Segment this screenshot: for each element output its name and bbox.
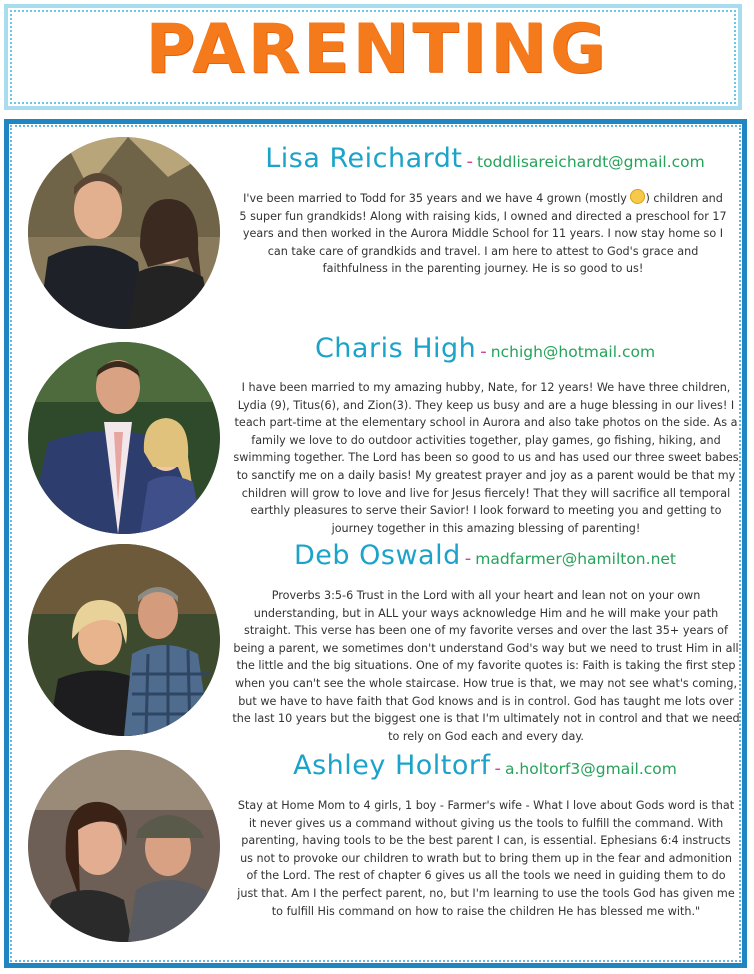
profile-heading (240, 333, 730, 364)
profile-heading (240, 540, 730, 571)
page-title: PARENTING (145, 10, 609, 89)
profile-photo-deb-oswald (28, 544, 220, 736)
profile-bio: Proverbs 3:5-6 Trust in the Lord with all your heart and lean not on your own understanding, but in ALL your ways acknowledge Him and he will make your path straight. This verse has been one of my favorite verses and over the last 35+ years of being a parent, we sometimes don't understand God's way but we need to trust Him in all the little and the big situations. One of my favorite quotes is: Faith is taking the first step when you can't see the whole staircase. How true is that, we may not see what's coming, but we have to have faith that God knows and is in control. God has taught me lots over the last 10 years but the biggest one is that I'm ultimately not in control and that we need to rely on God each and every day. (232, 589, 740, 743)
bio-text: ) children and 5 super fun grandkids! Along with raising kids, I owned and directed a preschool for 17 years and then worked in the Aurora Middle School for 11 years. I now stay home so I can take care of grandkids and travel. I am here to attest to God's grace and faithfulness in the parenting journey. He is so good to us! (239, 192, 727, 276)
profile-heading (240, 750, 730, 781)
profile-name: Deb Oswald (294, 540, 461, 571)
profile-email-link[interactable]: a.holtorf3@gmail.com (504, 760, 677, 778)
profile-photo-charis-high (28, 342, 220, 534)
profile-photo-lisa-reichardt (28, 137, 220, 329)
profile-name: Charis High (314, 333, 477, 364)
profile-bio (238, 189, 728, 278)
profile-name: Ashley Holtorf (293, 750, 491, 781)
profile-email-link[interactable]: toddlisareichardt@gmail.com (477, 153, 705, 171)
profile-name: Lisa Reichardt (265, 143, 463, 174)
profile-bio: I have been married to my amazing hubby, Nate, for 12 years! We have three children, Lydia (9), Titus(6), and Zion(3). They keep us busy and are a huge blessing in our lives! I teach part-time at the elementary school in Aurora and also take photos on the side. As a family we love to do outdoor activities together, play games, go fishing, hiking, and swimming together. The Lord has been so good to us and has used our three sweet babes to sanctify me on a daily basis! My greatest prayer and joy as a parent would be that my children will grow to love and live for Jesus fiercely! That they will sacrifice all temporal earthly pleasures to serve their Savior! I look forward to meeting you and getting to journey together in this amazing blessing of parenting! (233, 381, 739, 535)
profile-heading (240, 143, 730, 174)
profile-email-link[interactable]: madfarmer@hamilton.net (475, 550, 676, 568)
separator-dash: - (480, 341, 487, 362)
profile-photo-ashley-holtorf (28, 750, 220, 942)
bio-text: I've been married to Todd for 35 years and we have 4 grown (mostly (243, 192, 631, 205)
separator-dash: - (464, 548, 472, 569)
winking-face-icon (630, 189, 645, 204)
profile-bio: Stay at Home Mom to 4 girls, 1 boy - Farmer's wife - What I love about Gods word is that it never gives us a command without giving us the tools to fulfill the command. With parenting, having tools to be the best parent I can, is essential. Ephesians 6:4 instructs us not to provoke our children to wrath but to bring them up in the fear and admonition of the Lord. The rest of chapter 6 gives us all the tools we need in guiding them to do just that. Am I the perfect parent, no, but I'm learning to use the tools God has given me to fulfill His command on how to raise the children He has blessed me with." (237, 799, 735, 918)
separator-dash: - (466, 151, 473, 172)
profile-email-link[interactable]: nchigh@hotmail.com (490, 343, 656, 361)
separator-dash: - (494, 758, 501, 779)
